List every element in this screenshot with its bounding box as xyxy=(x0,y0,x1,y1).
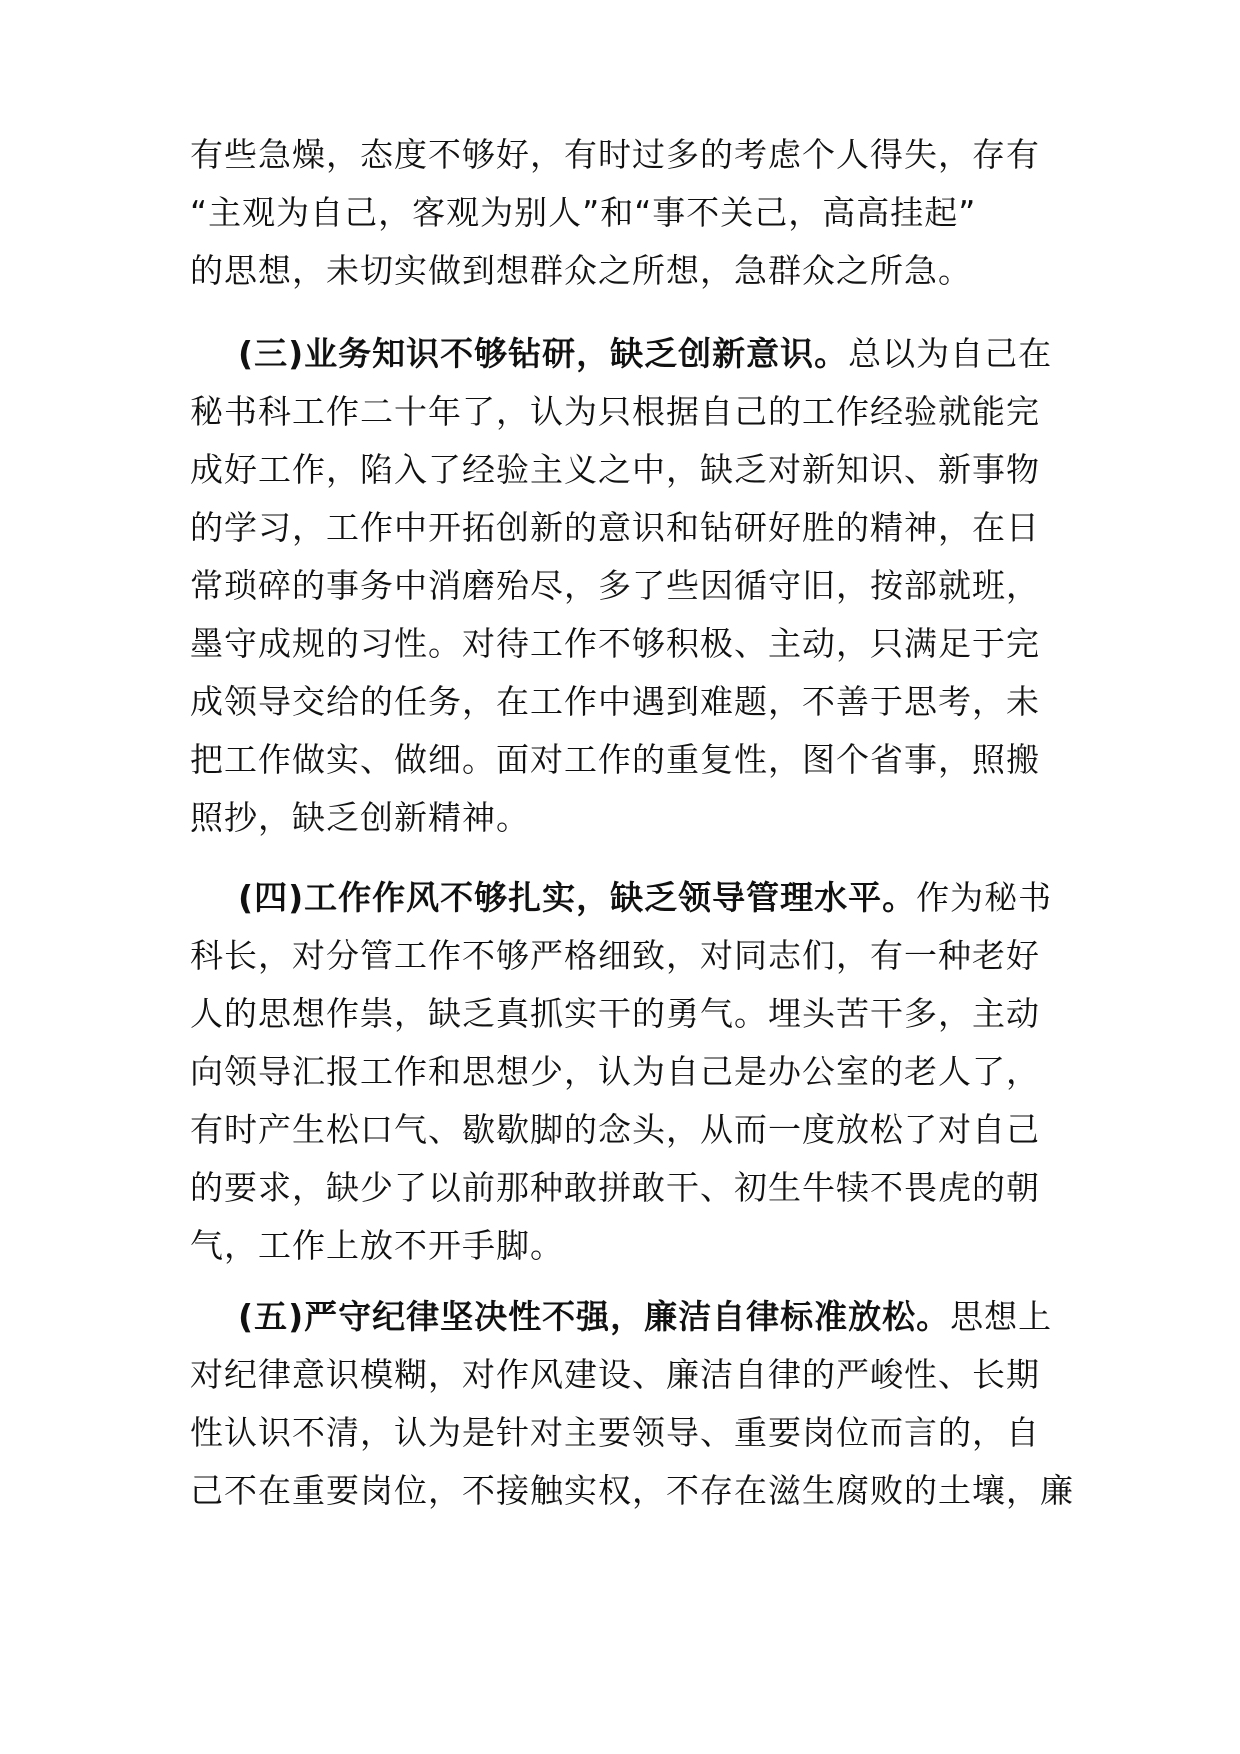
section-heading-line xyxy=(238,1294,1052,1340)
section-heading: (五)严守纪律坚决性不强，廉洁自律标准放松。 xyxy=(238,1297,951,1336)
body-text-line: 有时产生松口气、歇歇脚的念头，从而一度放松了对自己 xyxy=(190,1110,1040,1149)
section-lead-text: 总以为自己在 xyxy=(848,334,1053,373)
body-text-line: 的要求，缺少了以前那种敢拼敢干、初生牛犊不畏虎的朝 xyxy=(190,1168,1040,1207)
body-text-line: 己不在重要岗位，不接触实权，不存在滋生腐败的土壤，廉 xyxy=(190,1471,1074,1510)
body-text-line: 成领导交给的任务，在工作中遇到难题，不善于思考，未 xyxy=(190,682,1040,721)
section-heading-line xyxy=(238,875,1052,921)
body-text-line: 有些急燥，态度不够好，有时过多的考虑个人得失，存有 xyxy=(190,135,1040,174)
body-text-line: 的思想，未切实做到想群众之所想，急群众之所急。 xyxy=(190,251,972,290)
body-text-line: 常琐碎的事务中消磨殆尽，多了些因循守旧，按部就班， xyxy=(190,566,1040,605)
body-text-line: 科长，对分管工作不够严格细致，对同志们，有一种老好 xyxy=(190,936,1040,975)
section-lead-text: 思想上 xyxy=(950,1297,1053,1336)
body-text-line: 墨守成规的习性。对待工作不够积极、主动，只满足于完 xyxy=(190,624,1040,663)
section-heading: (三)业务知识不够钻研，缺乏创新意识。 xyxy=(238,334,849,373)
body-text-line: 成好工作，陷入了经验主义之中，缺乏对新知识、新事物 xyxy=(190,450,1040,489)
body-text-line: 对纪律意识模糊，对作风建设、廉洁自律的严峻性、长期 xyxy=(190,1355,1040,1394)
section-lead-text: 作为秘书 xyxy=(916,878,1053,917)
body-text-line: 照抄，缺乏创新精神。 xyxy=(190,798,530,837)
body-text-line: 气，工作上放不开手脚。 xyxy=(190,1226,564,1265)
section-heading: (四)工作作风不够扎实，缺乏领导管理水平。 xyxy=(238,878,917,917)
section-heading-line xyxy=(238,331,1052,377)
body-text-line: 向领导汇报工作和思想少，认为自己是办公室的老人了， xyxy=(190,1052,1040,1091)
body-text-line: 的学习，工作中开拓创新的意识和钻研好胜的精神，在日 xyxy=(190,508,1040,547)
body-text-line: 性认识不清，认为是针对主要领导、重要岗位而言的，自 xyxy=(190,1413,1040,1452)
body-text-line: 把工作做实、做细。面对工作的重复性，图个省事，照搬 xyxy=(190,740,1040,779)
body-text-line: 人的思想作祟，缺乏真抓实干的勇气。埋头苦干多，主动 xyxy=(190,994,1040,1033)
body-text-line: 秘书科工作二十年了，认为只根据自己的工作经验就能完 xyxy=(190,392,1040,431)
body-text-line: “主观为自己，客观为别人”和“事不关己，高高挂起” xyxy=(190,193,977,232)
